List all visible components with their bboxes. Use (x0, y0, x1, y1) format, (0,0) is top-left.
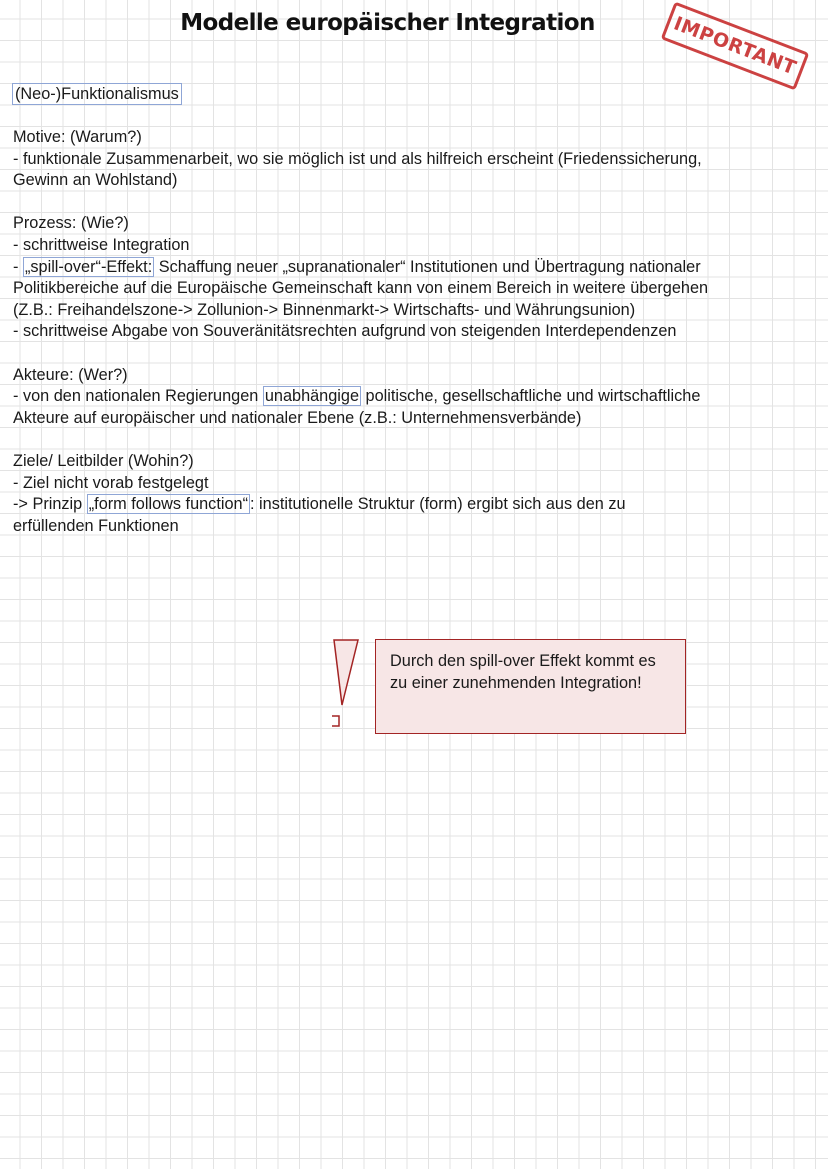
ziele-line: - Ziel nicht vorab festgelegt (13, 473, 209, 492)
section-motive (13, 127, 813, 192)
text-fragment: -> Prinzip (13, 495, 87, 514)
prozess-line: Politikbereiche auf die Europäische Gemeinschaft kann von einem Bereich in weitere übergehen (13, 279, 709, 298)
exclamation-icon (332, 638, 362, 733)
prozess-label: Prozess: (Wie?) (13, 214, 129, 233)
text-fragment: Schaffung neuer „supranationaler“ Institutionen und Übertragung nationaler (154, 257, 701, 276)
ziele-label: Ziele/ Leitbilder (Wohin?) (13, 451, 194, 470)
page-title: Modelle europäischer Integration (180, 10, 595, 36)
ziele-line: erfüllenden Funktionen (13, 516, 179, 535)
prozess-line: - schrittweise Abgabe von Souveränitätsrechten aufgrund von steigenden Interdependenzen (13, 322, 677, 341)
motive-line: Gewinn an Wohlstand) (13, 171, 178, 190)
motive-line: - funktionale Zusammenarbeit, wo sie möglich ist und als hilfreich erscheint (Friedenssicherung, (13, 149, 702, 168)
section-ziele (13, 451, 813, 537)
section-heading: (Neo-)Funktionalismus (12, 83, 182, 105)
motive-label: Motive: (Warum?) (13, 128, 142, 146)
section-prozess (13, 213, 813, 343)
ziele-line (13, 494, 813, 516)
text-fragment: - (13, 257, 23, 276)
document-body (13, 83, 813, 559)
akteure-line: Akteure auf europäischer und nationaler Ebene (z.B.: Unternehmensverbände) (13, 408, 582, 427)
prozess-line: (Z.B.: Freihandelszone-> Zollunion-> Binnenmarkt-> Wirtschafts- und Währungsunion) (13, 300, 636, 319)
text-fragment: : institutionelle Struktur (form) ergibt sich aus den zu (250, 495, 626, 514)
prozess-line: - schrittweise Integration (13, 235, 190, 254)
highlighted-term: „spill-over“-Effekt: (24, 257, 153, 276)
highlighted-term: unabhängige (264, 387, 360, 406)
highlighted-term: „form follows function“ (88, 495, 248, 514)
akteure-label: Akteure: (Wer?) (13, 365, 128, 384)
text-fragment: politische, gesellschaftliche und wirtschaftliche (361, 387, 701, 406)
section-akteure (13, 365, 813, 430)
prozess-line (13, 257, 813, 279)
important-stamp: IMPORTANT (661, 2, 810, 91)
callout-note: Durch den spill-over Effekt kommt es zu einer zunehmenden Integration! (375, 639, 686, 734)
akteure-line (13, 386, 813, 408)
text-fragment: - von den nationalen Regierungen (13, 387, 263, 406)
